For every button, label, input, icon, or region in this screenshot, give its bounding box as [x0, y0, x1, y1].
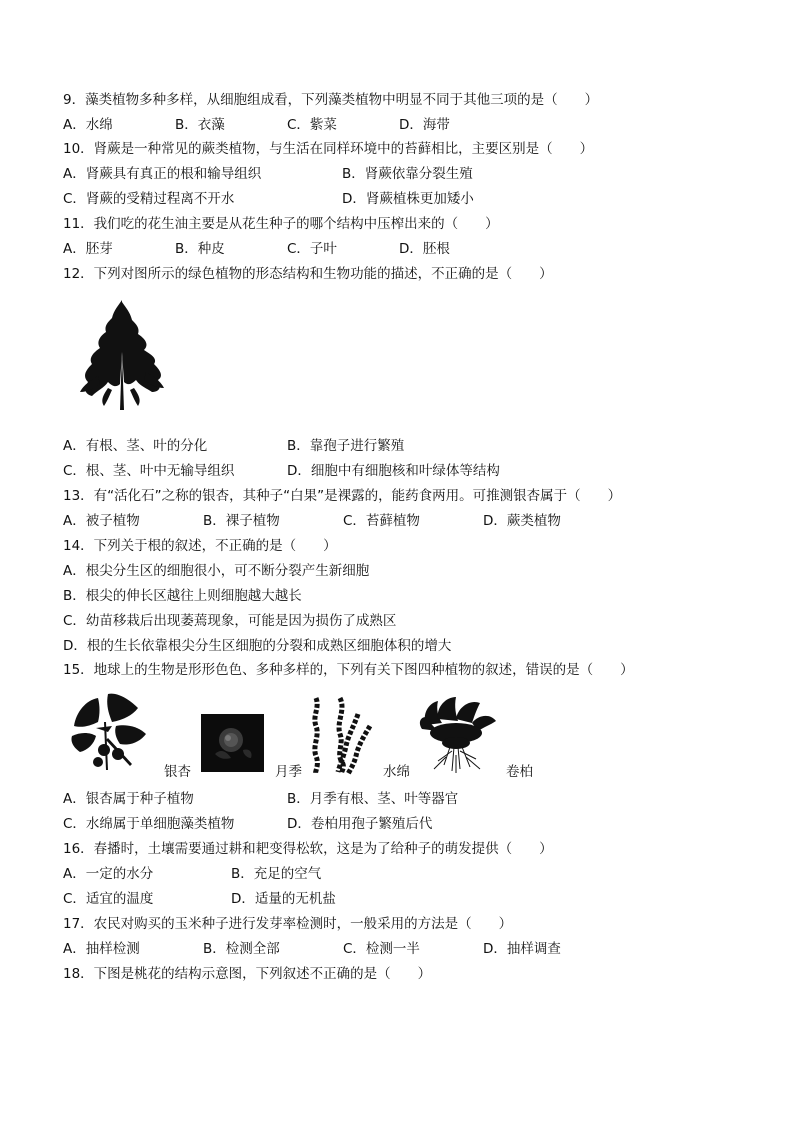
q13-option-c: C．苔藓植物: [343, 513, 420, 529]
q11-option-d: D．胚根: [399, 241, 450, 257]
q9-option-d: D．海带: [399, 117, 450, 133]
q13-option-d: D．蕨类植物: [483, 513, 561, 529]
q14-option-d: D．根的生长依靠根尖分生区细胞的分裂和成熟区细胞体积的增大: [63, 638, 452, 654]
selaginella-plant-icon: [416, 695, 500, 775]
q9-option-a: A．水绵: [63, 117, 113, 133]
q17-option-b: B．检测全部: [203, 941, 280, 957]
q15-option-b: B．月季有根、茎、叶等器官: [287, 791, 459, 807]
question-17-stem: 17．农民对购买的玉米种子进行发芽率检测时，一般采用的方法是（ ）: [63, 916, 513, 932]
fern-silhouette-icon: [78, 292, 166, 414]
question-16-stem: 16．春播时，土壤需要通过耕和耙变得松软，这是为了给种子的萌发提供（ ）: [63, 841, 553, 857]
q10-option-c: C．肾蕨的受精过程离不开水: [63, 191, 235, 207]
question-9-stem: 9．藻类植物多种多样，从细胞组成看，下列藻类植物中明显不同于其他三项的是（ ）: [63, 92, 599, 108]
q12-option-b: B．靠孢子进行繁殖: [287, 438, 405, 454]
q17-option-a: A．抽样检测: [63, 941, 140, 957]
q12-option-d: D．细胞中有细胞核和叶绿体等结构: [287, 463, 500, 479]
rose-photo-icon: [201, 714, 264, 772]
q14-option-b: B．根尖的伸长区越往上则细胞越大越长: [63, 588, 302, 604]
spirogyra-filament-icon: [310, 696, 380, 776]
q10-option-b: B．肾蕨依靠分裂生殖: [342, 166, 473, 182]
question-18-stem: 18．下图是桃花的结构示意图，下列叙述不正确的是（ ）: [63, 966, 432, 982]
q15-option-d: D．卷柏用孢子繁殖后代: [287, 816, 433, 832]
q12-option-a: A．有根、茎、叶的分化: [63, 438, 208, 454]
q14-option-c: C．幼苗移栽后出现萎蔫现象，可能是因为损伤了成熟区: [63, 613, 397, 629]
ginkgo-leaf-icon: [68, 692, 150, 772]
figure-label-selaginella: 卷柏: [506, 764, 533, 780]
q15-option-a: A．银杏属于种子植物: [63, 791, 194, 807]
q13-option-b: B．裸子植物: [203, 513, 280, 529]
question-12-stem: 12．下列对图所示的绿色植物的形态结构和生物功能的描述，不正确的是（ ）: [63, 266, 553, 282]
q16-option-b: B．充足的空气: [231, 866, 322, 882]
figure-label-spirogyra: 水绵: [383, 764, 410, 780]
q16-option-a: A．一定的水分: [63, 866, 154, 882]
q11-option-c: C．子叶: [287, 241, 337, 257]
question-11-stem: 11．我们吃的花生油主要是从花生种子的哪个结构中压榨出来的（ ）: [63, 216, 499, 232]
q13-option-a: A．被子植物: [63, 513, 140, 529]
q11-option-b: B．种皮: [175, 241, 225, 257]
q16-option-c: C．适宜的温度: [63, 891, 154, 907]
question-13-stem: 13．有“活化石”之称的银杏，其种子“白果”是裸露的，能药食两用。可推测银杏属于（ ）: [63, 488, 622, 504]
q10-option-d: D．肾蕨植株更加矮小: [342, 191, 474, 207]
q11-option-a: A．胚芽: [63, 241, 113, 257]
q9-option-b: B．衣藻: [175, 117, 225, 133]
figure-label-ginkgo: 银杏: [164, 764, 191, 780]
question-15-stem: 15．地球上的生物是形形色色、多种多样的，下列有关下图四种植物的叙述，错误的是（ ）: [63, 662, 634, 678]
figure-label-rose: 月季: [275, 764, 302, 780]
q10-option-a: A．肾蕨具有真正的根和输导组织: [63, 166, 262, 182]
q14-option-a: A．根尖分生区的细胞很小，可不断分裂产生新细胞: [63, 563, 370, 579]
question-10-stem: 10．肾蕨是一种常见的蕨类植物，与生活在同样环境中的苔藓相比，主要区别是（ ）: [63, 141, 594, 157]
q17-option-d: D．抽样调查: [483, 941, 561, 957]
question-14-stem: 14．下列关于根的叙述，不正确的是（ ）: [63, 538, 337, 554]
q15-option-c: C．水绵属于单细胞藻类植物: [63, 816, 235, 832]
q9-option-c: C．紫菜: [287, 117, 337, 133]
q12-option-c: C．根、茎、叶中无输导组织: [63, 463, 235, 479]
q17-option-c: C．检测一半: [343, 941, 420, 957]
q16-option-d: D．适量的无机盐: [231, 891, 336, 907]
